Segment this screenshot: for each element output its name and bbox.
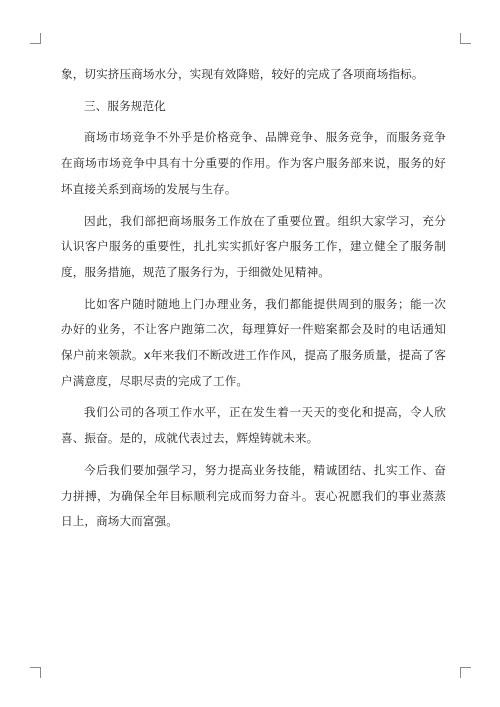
crop-mark-bottom-right	[460, 667, 471, 678]
paragraph: 因此，我们部把商场服务工作放在了重要位置。组织大家学习，充分认识客户服务的重要性，扎扎实实抓好客户服务工作，建立健全了服务制度，服务措施，规范了服务行为，于细微处见精神。	[61, 213, 446, 279]
document-body	[61, 62, 446, 541]
crop-mark-bottom-left	[30, 667, 41, 678]
crop-mark-top-left	[30, 33, 41, 44]
paragraph: 我们公司的各项工作水平，正在发生着一天天的变化和提高，令人欣喜、振奋。是的，成就代表过去，辉煌铸就未来。	[61, 405, 446, 446]
paragraph: 比如客户随时随地上门办理业务，我们都能提供周到的服务；能一次办好的业务，不让客户跑第二次，每理算好一件赔案都会及时的电话通知保户前来领款。x年来我们不断改进工作作风，提高了服务质量，提高了客户满意度，尽职尽责的完成了工作。	[61, 296, 446, 388]
crop-mark-top-right	[460, 33, 471, 44]
paragraph: 今后我们要加强学习，努力提高业务技能，精诚团结、扎实工作、奋力拼搏，为确保全年目标顺利完成而努力奋斗。衷心祝愿我们的事业蒸蒸日上，商场大而富强。	[61, 462, 446, 529]
section-heading: 三、服务规范化	[84, 98, 166, 113]
paragraph-continued: 象，切实挤压商场水分，实现有效降赔，较好的完成了各项商场指标。	[61, 67, 424, 81]
paragraph: 商场市场竞争不外乎是价格竞争、品牌竞争、服务竞争，而服务竞争在商场市场竞争中具有十分重要的作用。作为客户服务部来说，服务的好坏直接关系到商场的发展与生存。	[61, 130, 446, 196]
